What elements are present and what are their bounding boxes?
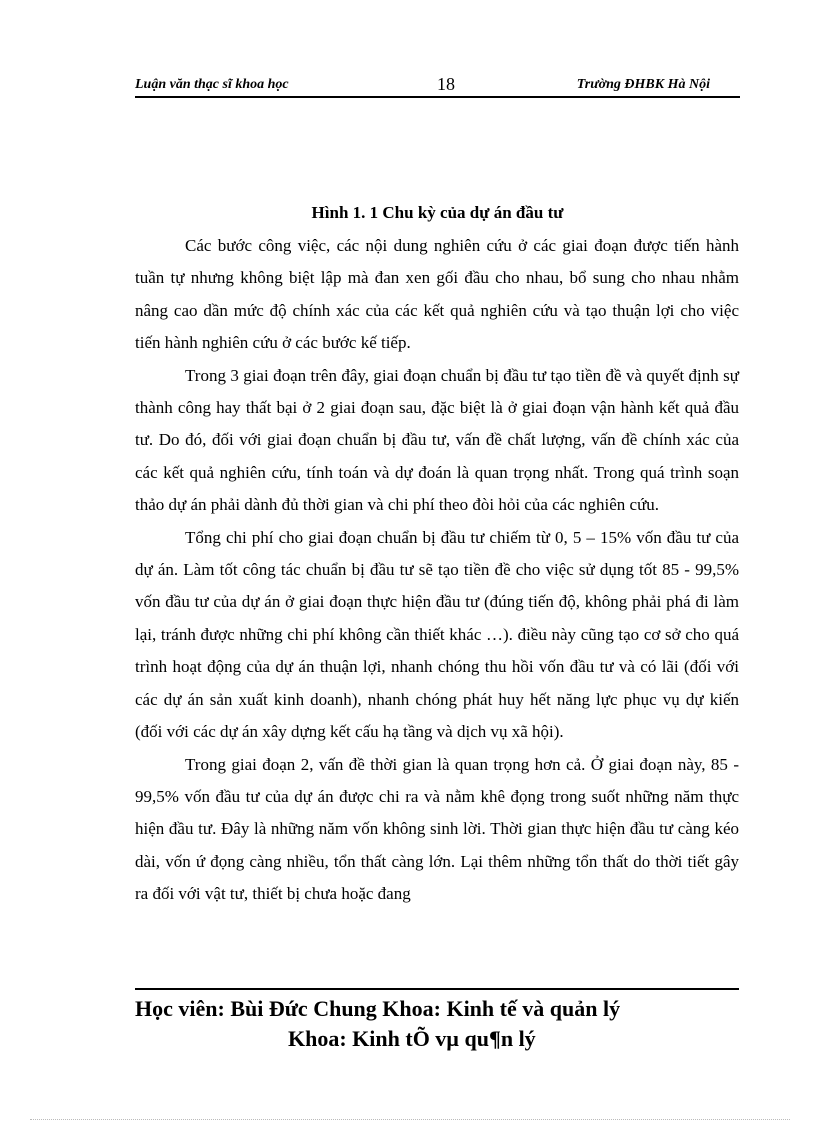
paragraph: Trong giai đoạn 2, vấn đề thời gian là quan trọng hơn cả. Ở giai đoạn này, 85 - 99,5% vốn đầu tư của dự án được chi ra và nằm khê đọng trong suốt những năm thực hiện đầu tư. Đây là những năm vốn không sinh lời. Thời gian thực hiện đầu tư càng kéo dài, vốn ứ đọng càng nhiều, tổn thất càng lớn. Lại thêm những tổn thất do thời tiết gây ra đối với vật tư, thiết bị chưa hoặc đang (135, 754, 739, 904)
body-text (135, 230, 739, 911)
paragraph: Trong 3 giai đoạn trên đây, giai đoạn chuẩn bị đầu tư tạo tiền đề và quyết định sự thành công hay thất bại ở 2 giai đoạn sau, đặc biệt là ở giai đoạn vận hành kết quả đầu tư. Do đó, đối với giai đoạn chuẩn bị đầu tư, vấn đề chất lượng, vấn đề chính xác của các kết quả nghiên cứu, tính toán và dự đoán là quan trọng nhất. Trong quá trình soạn thảo dự án phải dành đủ thời gian và chi phí theo đòi hỏi của các nghiên cứu. (135, 365, 739, 515)
page-edge-dots (30, 1119, 790, 1120)
paragraph: Các bước công việc, các nội dung nghiên cứu ở các giai đoạn được tiến hành tuần tự nhưng không biệt lập mà đan xen gối đầu cho nhau, bổ sung cho nhau nhằm nâng cao dần mức độ chính xác của các kết quả nghiên cứu và tạo thuận lợi cho việc tiến hành nghiên cứu ở các bước kế tiếp. (135, 236, 739, 353)
page-number: 18 (437, 74, 455, 94)
paragraph: Tổng chi phí cho giai đoạn chuẩn bị đầu tư chiếm từ 0, 5 – 15% vốn đầu tư của dự án. Làm tốt công tác chuẩn bị đầu tư sẽ tạo tiền đề cho việc sử dụng tốt 85 - 99,5% vốn đầu tư của dự án ở giai đoạn thực hiện đầu tư (đúng tiến độ, không phải phá đi làm lại, tránh được những chi phí không cần thiết khác …). điều này cũng tạo cơ sở cho quá trình hoạt động của dự án thuận lợi, nhanh chóng thu hồi vốn đầu tư và có lãi (đối với các dự án sản xuất kinh doanh), nhanh chóng phát huy hết năng lực phục vụ dự kiến (đối với các dự án xây dựng kết cấu hạ tầng và dịch vụ xã hội). (135, 527, 739, 742)
page-header (135, 74, 740, 98)
footer-divider (135, 988, 739, 990)
footer-student-info: Học viên: Bùi Đức Chung Khoa: Kinh tế và quản lý (135, 996, 621, 1021)
page-footer (135, 994, 740, 1054)
figure-caption: Hình 1. 1 Chu kỳ của dự án đầu tư (311, 203, 564, 222)
header-university: Trường ĐHBK Hà Nội (576, 77, 710, 92)
footer-faculty: Khoa: Kinh tÕ vµ qu¶n lý (288, 1026, 536, 1051)
header-thesis-title: Luận văn thạc sĩ khoa học (135, 77, 289, 92)
